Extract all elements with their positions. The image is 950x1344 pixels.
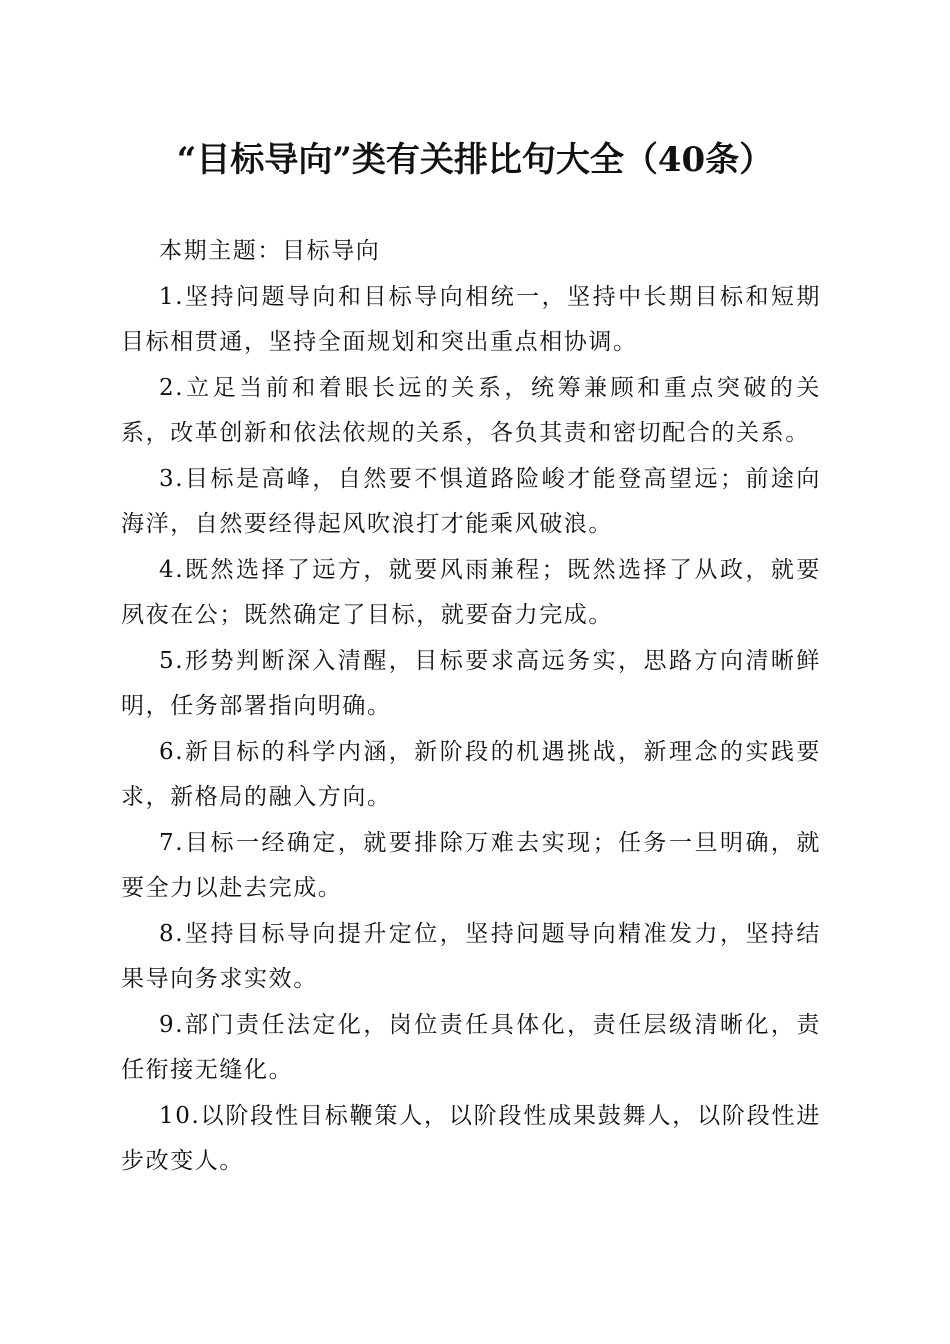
topic-line: 本期主题：目标导向 — [159, 238, 381, 264]
document-body — [121, 229, 821, 1185]
document-title: “目标导向”类有关排比句大全（40条） — [176, 140, 774, 180]
list-item: 3.目标是高峰，自然要不惧道路险峻才能登高望远；前途向海洋，自然要经得起风吹浪打才能乘风破浪。 — [121, 465, 821, 537]
list-item: 5.形势判断深入清醒，目标要求高远务实，思路方向清晰鲜明，任务部署指向明确。 — [121, 647, 821, 719]
list-item: 1.坚持问题导向和目标导向相统一，坚持中长期目标和短期目标相贯通，坚持全面规划和突出重点相协调。 — [121, 283, 821, 355]
list-item: 7.目标一经确定，就要排除万难去实现；任务一旦明确，就要全力以赴去完成。 — [121, 829, 821, 901]
list-item: 4.既然选择了远方，就要风雨兼程；既然选择了从政，就要夙夜在公；既然确定了目标，就要奋力完成。 — [121, 556, 821, 628]
list-item: 2.立足当前和着眼长远的关系，统筹兼顾和重点突破的关系，改革创新和依法依规的关系，各负其责和密切配合的关系。 — [121, 374, 821, 446]
list-item: 9.部门责任法定化，岗位责任具体化，责任层级清晰化，责任衔接无缝化。 — [121, 1011, 821, 1083]
list-item: 6.新目标的科学内涵，新阶段的机遇挑战，新理念的实践要求，新格局的融入方向。 — [121, 738, 821, 810]
list-item: 10.以阶段性目标鞭策人，以阶段性成果鼓舞人，以阶段性进步改变人。 — [121, 1102, 821, 1174]
list-item: 8.坚持目标导向提升定位，坚持问题导向精准发力，坚持结果导向务求实效。 — [121, 920, 821, 992]
